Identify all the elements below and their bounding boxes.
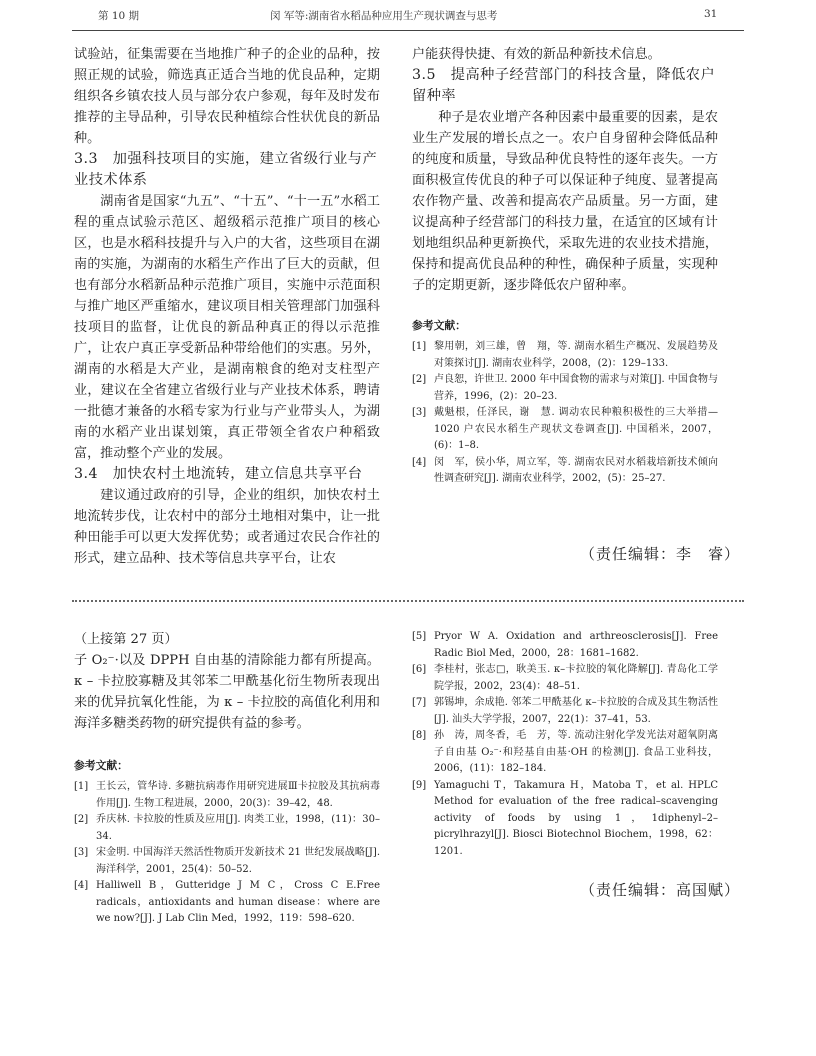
reference-item [74,878,380,928]
section-3-4-body: 建议通过政府的引导，企业的组织，加快农村土地流转步伐，让农村中的部分土地相对集中，让一批种田能手可以更大发挥优势；或者通过农民合作社的形式，建立品种、技术等信息共享平台，让农 [74,488,380,566]
editor-credit-2: （责任编辑：高国赋） [580,881,741,899]
reference-number: [9] [412,779,427,791]
reference-item [412,778,718,861]
references-title: 参考文献： [74,759,128,772]
reference-text: 李桂村，张志□，耿美玉. κ–卡拉胶的氧化降解[J]. 青岛化工学院学报，2002，23(4)：48–51. [434,664,718,692]
reference-item [74,779,380,812]
reference-number: [3] [412,407,427,418]
article1-right-column [412,44,718,488]
reference-item [412,629,718,662]
continued-paragraph: 户能获得快捷、有效的新品种新技术信息。 [412,47,661,62]
reference-text: 戴魁根，任泽民，谢 慧. 调动农民种粮积极性的三大举措—1020 户农民水稻生产现状文卷调查[J]. 中国稻米，2007，(6)：1–8. [434,407,718,451]
reference-text: 王长云，管华诗. 多糖抗病毒作用研究进展Ⅲ卡拉胶及其抗病毒作用[J]. 生物工程进展，2000，20(3)：39–42，48. [96,781,380,809]
reference-number: [4] [74,880,89,891]
editor-credit-1: （责任编辑：李 睿） [580,545,741,563]
reference-number: [7] [412,697,427,708]
article2-body: 子 O₂⁻·以及 DPPH 自由基的清除能力都有所提高。κ – 卡拉胶寡糖及其邻苯二甲酰基化衍生物所表现出来的优异抗氧化性能，为 κ – 卡拉胶的高值化利用和海洋多糖类药物的研究提供有益的参考。 [74,653,380,731]
section-3-5-heading: 3.5 提高种子经营部门的科技含量，降低农户留种率 [412,67,716,104]
article2-left-column [74,629,380,928]
reference-item [412,339,718,372]
article2-right-column [412,629,718,860]
references-list [412,629,718,860]
reference-number: [2] [74,814,89,825]
reference-text: Pryor W A. Oxidation and arthreosclerosis[J]. Free Radic Biol Med，2000，28：1681–1682. [434,631,718,659]
reference-number: [8] [412,730,427,741]
article-separator [72,600,744,608]
reference-number: [3] [74,847,89,858]
article1-left-column [74,44,380,569]
reference-text: 卢良恕，许世卫. 2000 年中国食物的需求与对策[J]. 中国食物与营养，1996，(2)：20–23. [434,374,718,402]
reference-number: [4] [412,456,427,468]
reference-item [412,728,718,778]
reference-number: [1] [74,781,89,792]
continued-from-label: （上接第 27 页） [74,632,178,647]
reference-number: [6] [412,664,427,675]
reference-number: [5] [412,631,427,642]
section-3-5-body: 种子是农业增产各种因素中最重要的因素，是农业生产发展的增长点之一。农户自身留种会降低品种的纯度和质量，导致品种优良特性的逐年丧失。一方面积极宣传优良的种子可以保证种子纯度、显著提高农作物产量、改善和提高农产品质量。另一方面，建议提高种子经营部门的科技力量，在适宜的区域有计划地组织品种更新换代，采取先进的农业技术措施，保持和提高优良品种的种性，确保种子质量，实现种子的定期更新，逐步降低农户留种率。 [412,110,718,293]
references-title: 参考文献： [412,319,466,332]
reference-item [74,812,380,845]
reference-text: 孙 涛，周冬香，毛 芳，等. 流动注射化学发光法对超氧阴离子自由基 O₂⁻·和羟基自由基·OH 的检测[J]. 食品工业科技，2006，(11)：182–184. [434,730,718,774]
header-rule [72,30,744,31]
reference-number: [1] [412,341,427,352]
page-number: 31 [704,8,718,20]
reference-item [412,662,718,695]
intro-paragraph: 试验站，征集需要在当地推广种子的企业的品种，按照正规的试验，筛选真正适合当地的优良品种，定期组织各乡镇农技人员与部分农户参观，每年及时发布推荐的主导品种，引导农民种植综合性状优良的新品种。 [74,47,380,146]
running-title: 闵 军等:湖南省水稻品种应用生产现状调查与思考 [270,10,498,22]
reference-text: Yamaguchi T，Takamura H，Matoba T，et al. HPLC Method for evaluation of the free radical–scavenging activity of foods by using 1，1diphenyl–2–picrylhrazyl[J]. Biosci Biotechnol Biochem，1998，62：1201. [434,779,718,857]
references-list [74,779,380,928]
section-3-3-heading: 3.3 加强科技项目的实施，建立省级行业与产业技术体系 [74,151,378,188]
reference-item [74,845,380,878]
reference-item [412,405,718,455]
section-3-3-body: 湖南省是国家“九五”、“十五”、“十一五”水稻工程的重点试验示范区、超级稻示范推广项目的核心区，也是水稻科技提升与入户的大省，这些项目在湖南的实施，为湖南的水稻生产作出了巨大的贡献，但也有部分水稻新品种示范推广项目，实施中示范面积与推广地区严重缩水，建议项目相关管理部门加强科技项目的监督，让优良的新品种真正的得以示范推广，让农户真正享受新品种带给他们的实惠。另外，湖南的水稻是大产业，是湖南粮食的绝对支柱型产业，建议在全省建立省级行业与产业技术体系，聘请一批德才兼备的水稻专家为行业与产业带头人，为湖南的水稻产业出谋划策，真正带领全省农户种稻致富，推动整个产业的发展。 [74,194,380,461]
reference-text: 黎用朝，刘三雄，曾 翔，等. 湖南水稻生产概况、发展趋势及对策探讨[J]. 湖南农业科学，2008，(2)：129–133. [434,341,718,369]
reference-text: 宋金明. 中国海洋天然活性物质开发新技术 21 世纪发展战略[J]. 海洋科学，2001，25(4)：50–52. [96,847,380,875]
references-list [412,339,718,488]
section-3-4-heading: 3.4 加快农村土地流转，建立信息共享平台 [74,466,363,482]
reference-text: 郭锡坤，余成艳. 邻苯二甲酰基化 κ–卡拉胶的合成及其生物活性[J]. 汕头大学学报，2007，22(1)：37–41，53. [434,697,718,725]
issue-number: 第 10 期 [98,10,140,22]
reference-text: 乔庆林. 卡拉胶的性质及应用[J]. 肉类工业，1998，(11)：30–34. [96,814,380,842]
reference-item [412,455,718,488]
reference-text: 闵 军，侯小华，周立军，等. 湖南农民对水稻栽培新技术倾向性调查研究[J]. 湖南农业科学，2002，(5)：25–27. [434,456,718,484]
reference-text: Halliwell B，Gutteridge J M C，Cross C E.Free radicals，antioxidants and human disease：where are we now?[J]. J Lab Clin Med，1992，119：598–620. [96,880,380,924]
reference-item [412,372,718,405]
reference-number: [2] [412,374,427,385]
reference-item [412,695,718,728]
